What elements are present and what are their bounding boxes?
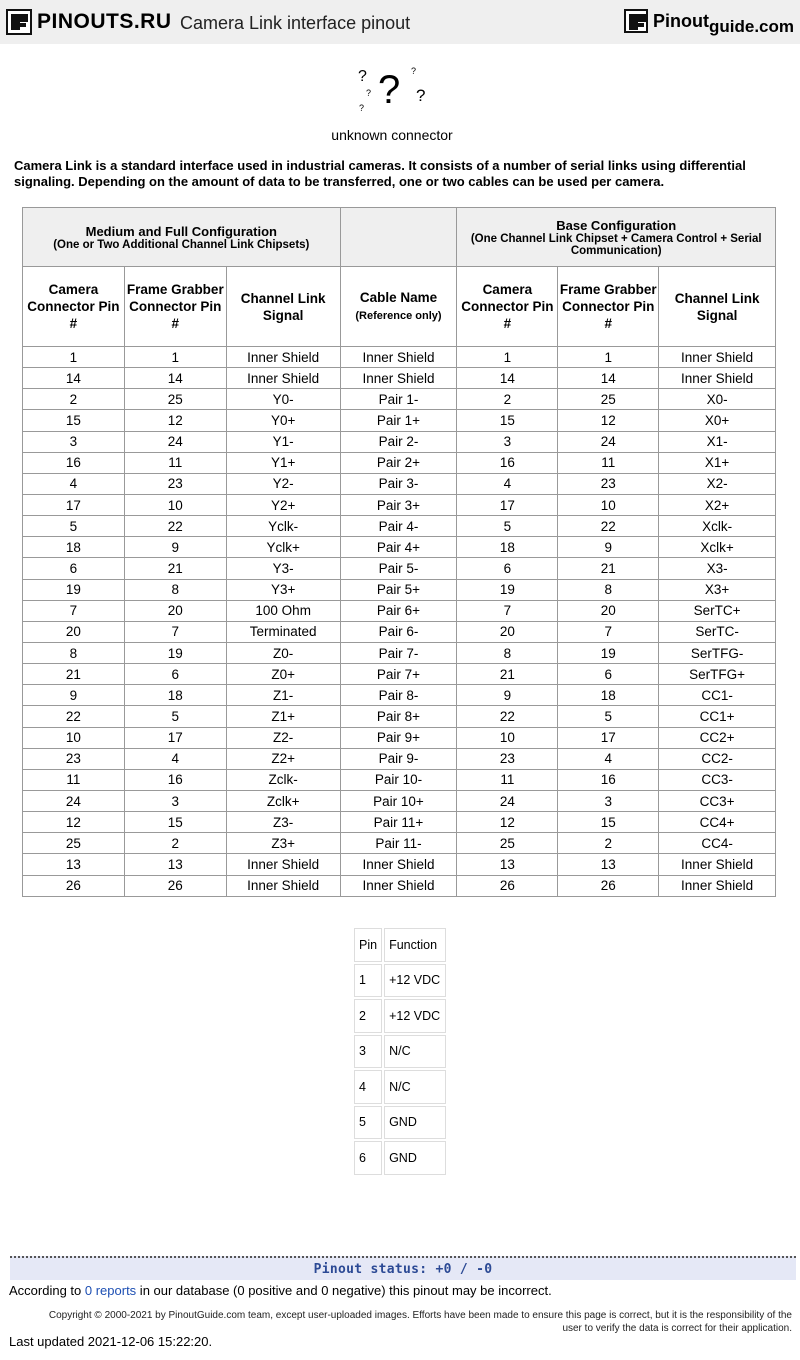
table-cell: 23: [23, 748, 125, 769]
table-cell: 4: [124, 748, 226, 769]
table-cell: Pair 8+: [340, 706, 457, 727]
table-cell: Inner Shield: [659, 347, 776, 368]
table-cell: 4: [558, 748, 659, 769]
table-cell: 5: [558, 706, 659, 727]
table-cell: Pair 2+: [340, 452, 457, 473]
table-cell: X1-: [659, 431, 776, 452]
table-cell: 18: [558, 685, 659, 706]
table-cell: Inner Shield: [340, 368, 457, 389]
table-row: [354, 999, 446, 1033]
table-cell: Y2+: [226, 494, 340, 515]
table-cell: Z1-: [226, 685, 340, 706]
table-cell: 25: [23, 833, 125, 854]
table-cell: 19: [23, 579, 125, 600]
table-cell: 15: [124, 812, 226, 833]
table-cell: 19: [457, 579, 558, 600]
col-camera-pin-base: Camera Connector Pin #: [457, 267, 558, 347]
table-cell: Pair 1+: [340, 410, 457, 431]
table-cell: 22: [23, 706, 125, 727]
table-cell: 25: [558, 389, 659, 410]
table-cell: 11: [558, 452, 659, 473]
site-logo[interactable]: [6, 8, 172, 36]
table-cell: 20: [124, 600, 226, 621]
table-cell: 1: [23, 347, 125, 368]
col-grabber-pin-base: Frame Grabber Connector Pin #: [558, 267, 659, 347]
table-cell: Xclk-: [659, 516, 776, 537]
table-cell: 16: [558, 769, 659, 790]
table-cell: Inner Shield: [340, 347, 457, 368]
table-cell: 12: [457, 812, 558, 833]
table-row: [23, 516, 776, 537]
table-cell: 14: [23, 368, 125, 389]
table-cell: 3: [457, 431, 558, 452]
table-cell: 9: [124, 537, 226, 558]
table-cell: 5: [124, 706, 226, 727]
table-cell: 21: [124, 558, 226, 579]
table-row: [354, 1035, 446, 1069]
table-row: [23, 642, 776, 663]
table-row: [23, 833, 776, 854]
reports-line: According to 0 reports in our database (0 positive and 0 negative) this pinout may be incorrect.: [9, 1283, 552, 1298]
table-cell: 8: [457, 642, 558, 663]
pin-number: 5: [354, 1106, 382, 1140]
table-cell: SerTC+: [659, 600, 776, 621]
table-cell: 7: [23, 600, 125, 621]
table-cell: 26: [457, 875, 558, 896]
table-cell: 7: [124, 621, 226, 642]
table-cell: 22: [457, 706, 558, 727]
table-cell: Pair 8-: [340, 685, 457, 706]
table-cell: 13: [558, 854, 659, 875]
pin-number: 3: [354, 1035, 382, 1069]
col-signal: Channel Link Signal: [226, 267, 340, 347]
table-cell: 7: [457, 600, 558, 621]
pin-function: +12 VDC: [384, 999, 446, 1033]
table-cell: 22: [124, 516, 226, 537]
table-cell: Inner Shield: [226, 875, 340, 896]
table-cell: 18: [457, 537, 558, 558]
table-cell: 22: [558, 516, 659, 537]
table-row: [23, 664, 776, 685]
table-row: [23, 727, 776, 748]
table-cell: 10: [23, 727, 125, 748]
table-cell: 24: [124, 431, 226, 452]
table-cell: 16: [457, 452, 558, 473]
table-cell: CC4+: [659, 812, 776, 833]
table-cell: Inner Shield: [226, 347, 340, 368]
table-cell: 6: [124, 664, 226, 685]
pinoutguide-logo-icon: [624, 9, 648, 33]
table-cell: Pair 7-: [340, 642, 457, 663]
unknown-connector-icon: [330, 64, 454, 124]
table-cell: Inner Shield: [659, 368, 776, 389]
table-cell: 19: [124, 642, 226, 663]
pin-number: 1: [354, 964, 382, 998]
table-cell: 10: [558, 494, 659, 515]
table-cell: Inner Shield: [659, 854, 776, 875]
col-camera-pin: Camera Connector Pin #: [23, 267, 125, 347]
question-mark-icon: ?: [411, 66, 417, 76]
table-cell: 6: [558, 664, 659, 685]
table-cell: 2: [457, 389, 558, 410]
pinout-status-bar: Pinout status: +0 / -0: [10, 1256, 796, 1280]
table-row: [23, 579, 776, 600]
table-cell: SerTC-: [659, 621, 776, 642]
table-cell: CC2-: [659, 748, 776, 769]
table-cell: 23: [124, 473, 226, 494]
table-cell: Y3-: [226, 558, 340, 579]
table-cell: 17: [457, 494, 558, 515]
table-cell: Inner Shield: [226, 854, 340, 875]
table-cell: Z3+: [226, 833, 340, 854]
table-cell: 8: [124, 579, 226, 600]
table-cell: 17: [124, 727, 226, 748]
table-cell: 14: [124, 368, 226, 389]
group-medium-full-config: Medium and Full Configuration (One or Two Additional Channel Link Chipsets): [23, 208, 341, 267]
table-cell: Yclk-: [226, 516, 340, 537]
table-row: [23, 410, 776, 431]
table-cell: X3+: [659, 579, 776, 600]
table-cell: 24: [457, 790, 558, 811]
question-mark-icon: ?: [366, 88, 372, 98]
table-cell: Pair 2-: [340, 431, 457, 452]
table-cell: 25: [457, 833, 558, 854]
table-row: [23, 431, 776, 452]
table-cell: 4: [457, 473, 558, 494]
table-cell: 5: [23, 516, 125, 537]
table-cell: Pair 11+: [340, 812, 457, 833]
table-row: [23, 389, 776, 410]
table-cell: 3: [124, 790, 226, 811]
table-cell: 3: [558, 790, 659, 811]
table-cell: 21: [23, 664, 125, 685]
pin-function: +12 VDC: [384, 964, 446, 998]
table-cell: 1: [124, 347, 226, 368]
table-cell: Z1+: [226, 706, 340, 727]
table-cell: 4: [23, 473, 125, 494]
col-signal-base: Channel Link Signal: [659, 267, 776, 347]
table-cell: 10: [124, 494, 226, 515]
table-cell: 23: [558, 473, 659, 494]
table-cell: 6: [457, 558, 558, 579]
table-cell: 25: [124, 389, 226, 410]
table-cell: 2: [23, 389, 125, 410]
table-cell: 17: [558, 727, 659, 748]
table-cell: Pair 10-: [340, 769, 457, 790]
table-row: [23, 854, 776, 875]
table-cell: Pair 10+: [340, 790, 457, 811]
table-row: [23, 875, 776, 896]
group-base-config: Base Configuration (One Channel Link Chipset + Camera Control + Serial Communication): [457, 208, 776, 267]
pin-number: 2: [354, 999, 382, 1033]
table-cell: Y1-: [226, 431, 340, 452]
table-cell: Z0+: [226, 664, 340, 685]
table-cell: 15: [23, 410, 125, 431]
table-cell: Pair 3+: [340, 494, 457, 515]
table-cell: 100 Ohm: [226, 600, 340, 621]
table-row: [23, 537, 776, 558]
table-row: [354, 1106, 446, 1140]
table-cell: X0-: [659, 389, 776, 410]
copyright-text: Copyright © 2000-2021 by PinoutGuide.com team, except user-uploaded images. Efforts have been made to ensure this page is correct, but it is the responsibility of the user to verify the data is correct for their application.: [48, 1310, 792, 1334]
top-bar: [0, 0, 800, 44]
table-cell: 12: [124, 410, 226, 431]
table-row: [23, 494, 776, 515]
table-cell: 26: [558, 875, 659, 896]
table-cell: Pair 9+: [340, 727, 457, 748]
table-cell: 1: [457, 347, 558, 368]
power-pin-table: [352, 926, 448, 1177]
table-cell: 12: [558, 410, 659, 431]
col-grabber-pin: Frame Grabber Connector Pin #: [124, 267, 226, 347]
pin-col-header: Pin: [354, 928, 382, 962]
table-cell: 17: [23, 494, 125, 515]
table-cell: 3: [23, 431, 125, 452]
table-cell: 13: [457, 854, 558, 875]
group-empty: [340, 208, 457, 267]
table-cell: Pair 6-: [340, 621, 457, 642]
table-cell: 21: [558, 558, 659, 579]
table-cell: Y2-: [226, 473, 340, 494]
table-cell: Pair 4+: [340, 537, 457, 558]
table-row: [23, 558, 776, 579]
table-row: [23, 685, 776, 706]
table-cell: 5: [457, 516, 558, 537]
table-cell: 21: [457, 664, 558, 685]
table-cell: 9: [558, 537, 659, 558]
table-cell: Inner Shield: [340, 854, 457, 875]
power-pin-table-body: [354, 964, 446, 1175]
table-cell: 1: [558, 347, 659, 368]
pinouts-logo-icon: [6, 9, 32, 35]
table-row: [23, 748, 776, 769]
table-cell: CC3+: [659, 790, 776, 811]
table-row: [23, 706, 776, 727]
table-cell: 20: [558, 600, 659, 621]
table-cell: 11: [124, 452, 226, 473]
table-row: [23, 790, 776, 811]
table-cell: Z3-: [226, 812, 340, 833]
table-cell: Pair 1-: [340, 389, 457, 410]
table-row: [23, 621, 776, 642]
table-cell: 18: [124, 685, 226, 706]
table-cell: 16: [124, 769, 226, 790]
table-cell: Yclk+: [226, 537, 340, 558]
last-updated: Last updated 2021-12-06 15:22:20.: [9, 1334, 213, 1349]
table-cell: Inner Shield: [340, 875, 457, 896]
table-cell: 14: [457, 368, 558, 389]
table-cell: SerTFG-: [659, 642, 776, 663]
intro-text: Camera Link is a standard interface used in industrial cameras. It consists of a number of serial links using differential signaling. Depending on the amount of data to be transferred, one or two cables can be used per camera.: [14, 158, 746, 189]
table-cell: 13: [23, 854, 125, 875]
col-cable-name: Cable Name (Reference only): [340, 267, 457, 347]
table-cell: Pair 5+: [340, 579, 457, 600]
table-cell: Pair 7+: [340, 664, 457, 685]
table-cell: CC1-: [659, 685, 776, 706]
table-row: [23, 769, 776, 790]
table-cell: 9: [23, 685, 125, 706]
function-col-header: Function: [384, 928, 446, 962]
table-cell: 20: [457, 621, 558, 642]
pin-function: N/C: [384, 1035, 446, 1069]
site-logo-text[interactable]: PINOUTS.RU: [37, 10, 172, 33]
table-cell: 6: [23, 558, 125, 579]
table-row: [23, 600, 776, 621]
table-cell: 2: [558, 833, 659, 854]
table-cell: Pair 3-: [340, 473, 457, 494]
reports-link[interactable]: 0 reports: [84, 1283, 137, 1298]
pin-function: GND: [384, 1106, 446, 1140]
question-mark-icon: ?: [378, 68, 401, 112]
pinoutguide-logo-text[interactable]: Pinoutguide.com: [652, 10, 794, 36]
table-cell: Zclk-: [226, 769, 340, 790]
pinoutguide-logo[interactable]: [624, 6, 794, 36]
table-row: [23, 473, 776, 494]
table-cell: X1+: [659, 452, 776, 473]
table-cell: 11: [23, 769, 125, 790]
table-cell: Y1+: [226, 452, 340, 473]
table-cell: Y3+: [226, 579, 340, 600]
table-cell: 26: [23, 875, 125, 896]
table-cell: 20: [23, 621, 125, 642]
table-cell: 15: [558, 812, 659, 833]
table-row: [23, 368, 776, 389]
table-cell: Zclk+: [226, 790, 340, 811]
table-cell: Z0-: [226, 642, 340, 663]
table-row: [23, 812, 776, 833]
pinout-table-body: [23, 347, 776, 897]
table-cell: 8: [23, 642, 125, 663]
table-row: [23, 347, 776, 368]
table-row: [354, 964, 446, 998]
question-mark-icon: ?: [359, 103, 365, 113]
pin-number: 4: [354, 1070, 382, 1104]
table-cell: 14: [558, 368, 659, 389]
table-cell: Terminated: [226, 621, 340, 642]
table-cell: Pair 5-: [340, 558, 457, 579]
table-cell: Pair 11-: [340, 833, 457, 854]
table-cell: 24: [558, 431, 659, 452]
table-cell: 11: [457, 769, 558, 790]
table-cell: Pair 4-: [340, 516, 457, 537]
table-cell: X2+: [659, 494, 776, 515]
table-cell: CC2+: [659, 727, 776, 748]
table-cell: Z2-: [226, 727, 340, 748]
table-cell: 8: [558, 579, 659, 600]
table-cell: Xclk+: [659, 537, 776, 558]
table-cell: Y0+: [226, 410, 340, 431]
table-cell: 13: [124, 854, 226, 875]
table-cell: Pair 6+: [340, 600, 457, 621]
page-title: Camera Link interface pinout: [180, 13, 411, 33]
table-cell: CC3-: [659, 769, 776, 790]
table-cell: 12: [23, 812, 125, 833]
table-cell: 19: [558, 642, 659, 663]
table-cell: 24: [23, 790, 125, 811]
table-cell: Pair 9-: [340, 748, 457, 769]
camera-link-pinout-table: [22, 207, 776, 897]
table-cell: X2-: [659, 473, 776, 494]
connector-caption: unknown connector: [331, 127, 453, 143]
table-row: [354, 1070, 446, 1104]
table-cell: CC4-: [659, 833, 776, 854]
table-cell: X3-: [659, 558, 776, 579]
table-cell: Inner Shield: [659, 875, 776, 896]
table-cell: 16: [23, 452, 125, 473]
table-cell: 9: [457, 685, 558, 706]
pin-function: GND: [384, 1141, 446, 1175]
table-cell: Z2+: [226, 748, 340, 769]
table-cell: Inner Shield: [226, 368, 340, 389]
table-cell: 23: [457, 748, 558, 769]
table-cell: 15: [457, 410, 558, 431]
table-cell: 18: [23, 537, 125, 558]
table-cell: SerTFG+: [659, 664, 776, 685]
question-mark-icon: ?: [416, 86, 426, 105]
table-cell: Y0-: [226, 389, 340, 410]
table-cell: 7: [558, 621, 659, 642]
pin-number: 6: [354, 1141, 382, 1175]
table-cell: 26: [124, 875, 226, 896]
table-row: [23, 452, 776, 473]
table-cell: X0+: [659, 410, 776, 431]
table-cell: CC1+: [659, 706, 776, 727]
question-mark-icon: ?: [358, 68, 367, 85]
table-row: [354, 1141, 446, 1175]
pin-function: N/C: [384, 1070, 446, 1104]
table-cell: 2: [124, 833, 226, 854]
table-cell: 10: [457, 727, 558, 748]
